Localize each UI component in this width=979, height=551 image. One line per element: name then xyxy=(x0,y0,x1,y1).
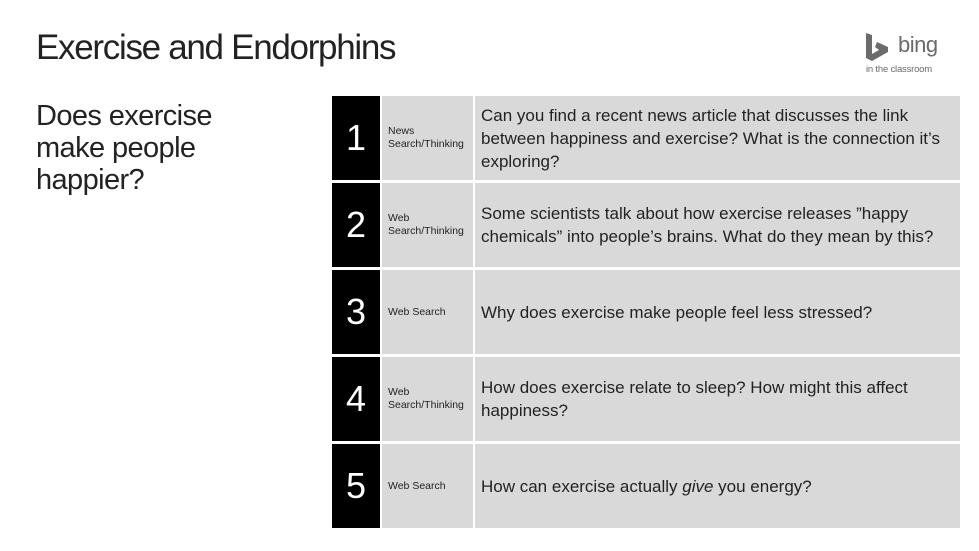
row-number: 1 xyxy=(332,96,380,180)
table-row xyxy=(332,357,960,441)
row-number: 5 xyxy=(332,444,380,528)
bing-logo xyxy=(864,32,946,76)
search-type: Web Search/Thinking xyxy=(382,183,473,267)
row-question: Can you find a recent news article that discusses the link between happiness and exercise? What is the connection it’s exploring? xyxy=(475,96,960,180)
main-question: Does exercise make people happier? xyxy=(36,100,212,196)
row-number: 4 xyxy=(332,357,380,441)
row-number: 3 xyxy=(332,270,380,354)
table-row xyxy=(332,96,960,180)
row-question: Some scientists talk about how exercise releases ”happy chemicals” into people’s brains. What do they mean by this? xyxy=(475,183,960,267)
row-question xyxy=(475,444,960,528)
table-row xyxy=(332,183,960,267)
search-type: Web Search/Thinking xyxy=(382,357,473,441)
bing-tagline: in the classroom xyxy=(866,64,932,75)
bing-wordmark: bing xyxy=(898,32,938,57)
bing-b-icon xyxy=(864,32,892,62)
table-row xyxy=(332,444,960,528)
question-text-end: you energy? xyxy=(713,476,812,496)
question-text-start: How can exercise actually xyxy=(481,476,683,496)
question-emphasis: give xyxy=(682,476,714,496)
row-question: Why does exercise make people feel less stressed? xyxy=(475,270,960,354)
row-number: 2 xyxy=(332,183,380,267)
slide-title: Exercise and Endorphins xyxy=(36,28,396,67)
search-type: News Search/Thinking xyxy=(382,96,473,180)
search-type: Web Search xyxy=(382,270,473,354)
row-question: How does exercise relate to sleep? How might this affect happiness? xyxy=(475,357,960,441)
activity-table xyxy=(332,96,960,528)
search-type: Web Search xyxy=(382,444,473,528)
table-row xyxy=(332,270,960,354)
